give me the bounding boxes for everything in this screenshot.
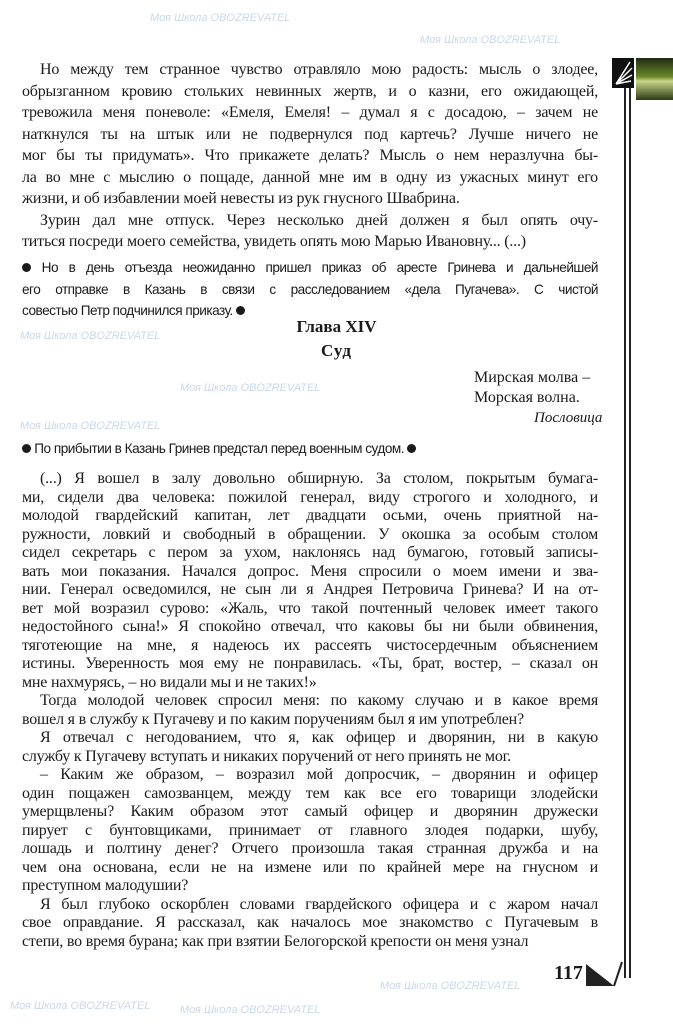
fan-ornament-icon — [584, 960, 624, 988]
decorative-green-bar — [636, 58, 673, 100]
line-text: Но в день отъезда неожиданно пришел приказ об аресте Гринева и дальнейшей — [41, 260, 598, 275]
text-line — [40, 470, 598, 488]
line-text: вать мои показания. Начался допрос. Меня спросили о моем имени и зва- — [22, 562, 598, 580]
text-line — [22, 859, 598, 877]
text-line — [22, 544, 598, 562]
line-text: совестью Петр подчинился приказу. — [22, 303, 233, 318]
line-text: пирует с бунтовщиками, принимает от главного злодея подарки, шубу, — [22, 821, 598, 839]
epigraph-line: Морская волна. — [474, 389, 580, 406]
line-text: вет мой возразил сурово: «Жаль, что такой почтенный человек имеет такого — [22, 599, 598, 617]
line-text: (...) Я вошел в залу довольно обширную. За столом, покрытым бумага- — [40, 470, 598, 487]
text-line — [22, 507, 598, 525]
line-text: чем она основана, если не на измене или по крайней мере на гнусном и — [22, 858, 598, 876]
summary-line — [22, 440, 598, 458]
line-text: свое оправдание. Я рассказал, как началось мое знакомство с Пугачевым в — [22, 914, 598, 931]
line-text: лошадь и полтину денег? Отчего произошла такая странная дружба и на — [22, 840, 598, 857]
watermark: Моя Школа OBOZREVATEL — [380, 980, 521, 992]
line-text: молодой гвардейский капитан, лет двадцати осьми, очень приятной на- — [22, 507, 598, 524]
line-text: вошел я в службу к Пугачеву и по каким поручениям был я им употреблен? — [22, 710, 524, 728]
line-text: обрызганном кровию стольких невинных жертв, и о казни, его ожидающей, — [22, 82, 598, 100]
line-text: Но между тем странное чувство отравляло мою радость: мысль о злодее, — [40, 61, 598, 78]
line-text: По прибытии в Казань Гринев предстал перед военным судом. — [34, 441, 405, 456]
line-text: тяготеющие на мне, я надеюсь их рассеять чистосердечным объяснением — [22, 636, 598, 654]
summary-line — [22, 281, 598, 299]
text-line — [22, 914, 598, 932]
line-text: умерщвлены? Каким образом этот самый офицер и дворянин дружески — [22, 803, 598, 820]
bullet-icon — [22, 263, 31, 272]
text-line — [22, 233, 598, 251]
page-number: 117 — [554, 962, 583, 984]
text-line — [22, 126, 598, 144]
text-line — [22, 748, 598, 766]
watermark: Моя Школа OBOZREVATEL — [420, 34, 561, 46]
watermark: Моя Школа OBOZREVATEL — [150, 12, 291, 24]
text-line — [22, 83, 598, 101]
text-line — [22, 526, 598, 544]
line-text: Зурин дал мне отпуск. Через несколько дней должен я был опять очу- — [40, 211, 598, 229]
bullet-icon — [236, 306, 245, 315]
text-line — [40, 212, 598, 230]
text-line — [22, 803, 598, 821]
line-text: тревожила меня поневоле: «Емеля, Емеля! – думал я с досадою, – зачем не — [22, 104, 598, 121]
bullet-icon — [407, 444, 416, 453]
watermark: Моя Школа OBOZREVATEL — [10, 1000, 151, 1012]
line-text: службу к Пугачеву вступать и никаких поручений от него принять не мог. — [22, 747, 511, 765]
line-text: ми, сидели два человека: пожилой генерал, виду строгого и холодного, и — [22, 488, 598, 506]
line-text: Я отвечал с негодованием, что я, как офицер и дворянин, ни в какую — [40, 729, 598, 746]
text-line — [40, 766, 598, 784]
line-text: сидел секретарь с пером за ухом, наклонясь над бумагою, готовый записы- — [22, 544, 598, 561]
epigraph-source: Пословица — [534, 410, 603, 426]
chapter-number: Глава XIV — [296, 317, 377, 336]
text-line — [22, 840, 598, 858]
watermark: Моя Школа OBOZREVATEL — [20, 420, 161, 432]
page-border-line — [624, 88, 631, 978]
line-text: мог бы ты придумать». Что прикажете делать? Мысль о нем неразлучна бы- — [22, 147, 598, 164]
text-line — [22, 655, 598, 673]
watermark: Моя Школа OBOZREVATEL — [180, 1004, 321, 1016]
text-line — [40, 896, 598, 914]
line-text: один пощажен самозванцем, между тем как все его товарищи злодейски — [22, 784, 598, 802]
text-line — [22, 933, 598, 951]
line-text: ла во мне с мыслию о пощаде, данной мне им в одну из ужасных минут его — [22, 168, 598, 186]
line-text: истины. Уверенность моя ему не понравилась. «Ты, брат, востер, – сказал он — [22, 655, 598, 672]
text-line — [22, 147, 598, 165]
epigraph-line: Мирская молва – — [474, 369, 591, 386]
text-line — [40, 692, 598, 710]
watermark: Моя Школа OBOZREVATEL — [180, 382, 321, 394]
text-line — [22, 822, 598, 840]
text-line — [22, 785, 598, 803]
line-text: наткнулся ты на штык или не подвернулся под картечь? Лучше ничего не — [22, 125, 598, 143]
line-text: преступном малодушии? — [22, 877, 189, 894]
line-text: – Каким же образом, – возразил мой допросчик, – дворянин и офицер — [40, 766, 598, 783]
text-line — [22, 190, 598, 208]
fan-ornament-icon — [612, 58, 634, 88]
line-text: его отправке в Казань в связи с расследованием «дела Пугачева». С чистой — [22, 281, 598, 297]
watermark: Моя Школа OBOZREVATEL — [20, 330, 161, 342]
text-line — [40, 61, 598, 79]
bullet-icon — [22, 444, 31, 453]
text-line — [22, 618, 598, 636]
text-line — [40, 729, 598, 747]
text-line — [22, 711, 598, 729]
text-line — [22, 169, 598, 187]
text-line — [22, 637, 598, 655]
text-line — [22, 877, 598, 895]
text-line — [22, 600, 598, 618]
line-text: титься посреди моего семейства, увидеть опять мою Марью Ивановну... (...) — [22, 233, 526, 250]
line-text: недостойного сына!» Я спокойно отвечал, что каковы бы ни были обвинения, — [22, 618, 598, 635]
text-line — [22, 104, 598, 122]
line-text: ружности, ловкий и свободный в обращении. У окошка за особым столом — [22, 525, 598, 543]
line-text: жизни, и об избавлении моей невесты из рук гнусного Швабрина. — [22, 190, 460, 207]
line-text: мне нахмурясь, – но видали мы и не таких!» — [22, 673, 317, 691]
text-line — [22, 563, 598, 581]
summary-line — [22, 302, 598, 320]
line-text: Я был глубоко оскорблен словами гвардейского офицера и с жаром начал — [40, 895, 598, 913]
chapter-title: Суд — [321, 341, 352, 360]
line-text: степи, во время бурана; как при взятии Белогорской крепости он меня узнал — [22, 932, 529, 950]
text-line — [22, 674, 598, 692]
text-line — [22, 489, 598, 507]
line-text: нии. Генерал осведомился, не сын ли я Андрея Петровича Гринева? И на от- — [22, 581, 598, 598]
summary-line — [22, 259, 598, 277]
text-line — [22, 581, 598, 599]
line-text: Тогда молодой человек спросил меня: по какому случаю и в какое время — [40, 692, 598, 709]
